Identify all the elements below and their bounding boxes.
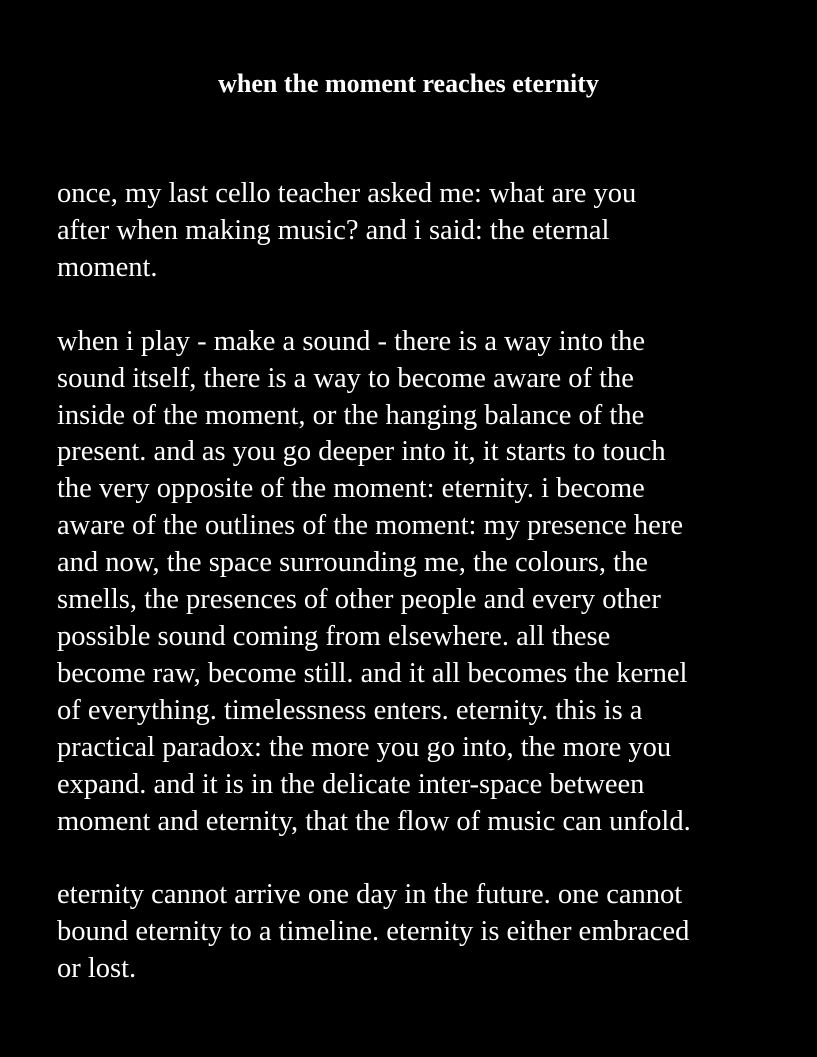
text-line: aware of the outlines of the moment: my presence here (57, 510, 683, 542)
text-line: the very opposite of the moment: eternity. i become (57, 473, 645, 505)
text-line: moment. (57, 251, 158, 283)
text-line: moment and eternity, that the flow of music can unfold. (57, 805, 691, 837)
text-line: possible sound coming from elsewhere. all these (57, 620, 611, 652)
text-line: expand. and it is in the delicate inter-space between (57, 768, 645, 800)
document-title: when the moment reaches eternity (218, 69, 599, 98)
text-line: practical paradox: the more you go into, the more you (57, 731, 672, 763)
text-line: eternity cannot arrive one day in the future. one cannot (57, 879, 683, 911)
text-line: when i play - make a sound - there is a way into the (57, 325, 646, 357)
text-line: smells, the presences of other people and every other (57, 584, 661, 616)
text-line: inside of the moment, or the hanging balance of the (57, 399, 645, 431)
text-line: after when making music? and i said: the eternal (57, 214, 610, 246)
paragraph-3 (57, 877, 797, 988)
paragraph-2 (57, 324, 797, 841)
text-line: and now, the space surrounding me, the colours, the (57, 547, 648, 579)
text-line: become raw, become still. and it all becomes the kernel (57, 657, 688, 689)
text-line: present. and as you go deeper into it, it starts to touch (57, 436, 666, 468)
text-line: once, my last cello teacher asked me: what are you (57, 178, 637, 209)
paragraph-1 (57, 176, 797, 287)
text-line: sound itself, there is a way to become aware of the (57, 362, 634, 394)
text-line: of everything. timelessness enters. eternity. this is a (57, 694, 643, 726)
text-line: bound eternity to a timeline. eternity is either embraced (57, 916, 690, 948)
text-line: or lost. (57, 953, 137, 985)
document-body (57, 176, 797, 1025)
